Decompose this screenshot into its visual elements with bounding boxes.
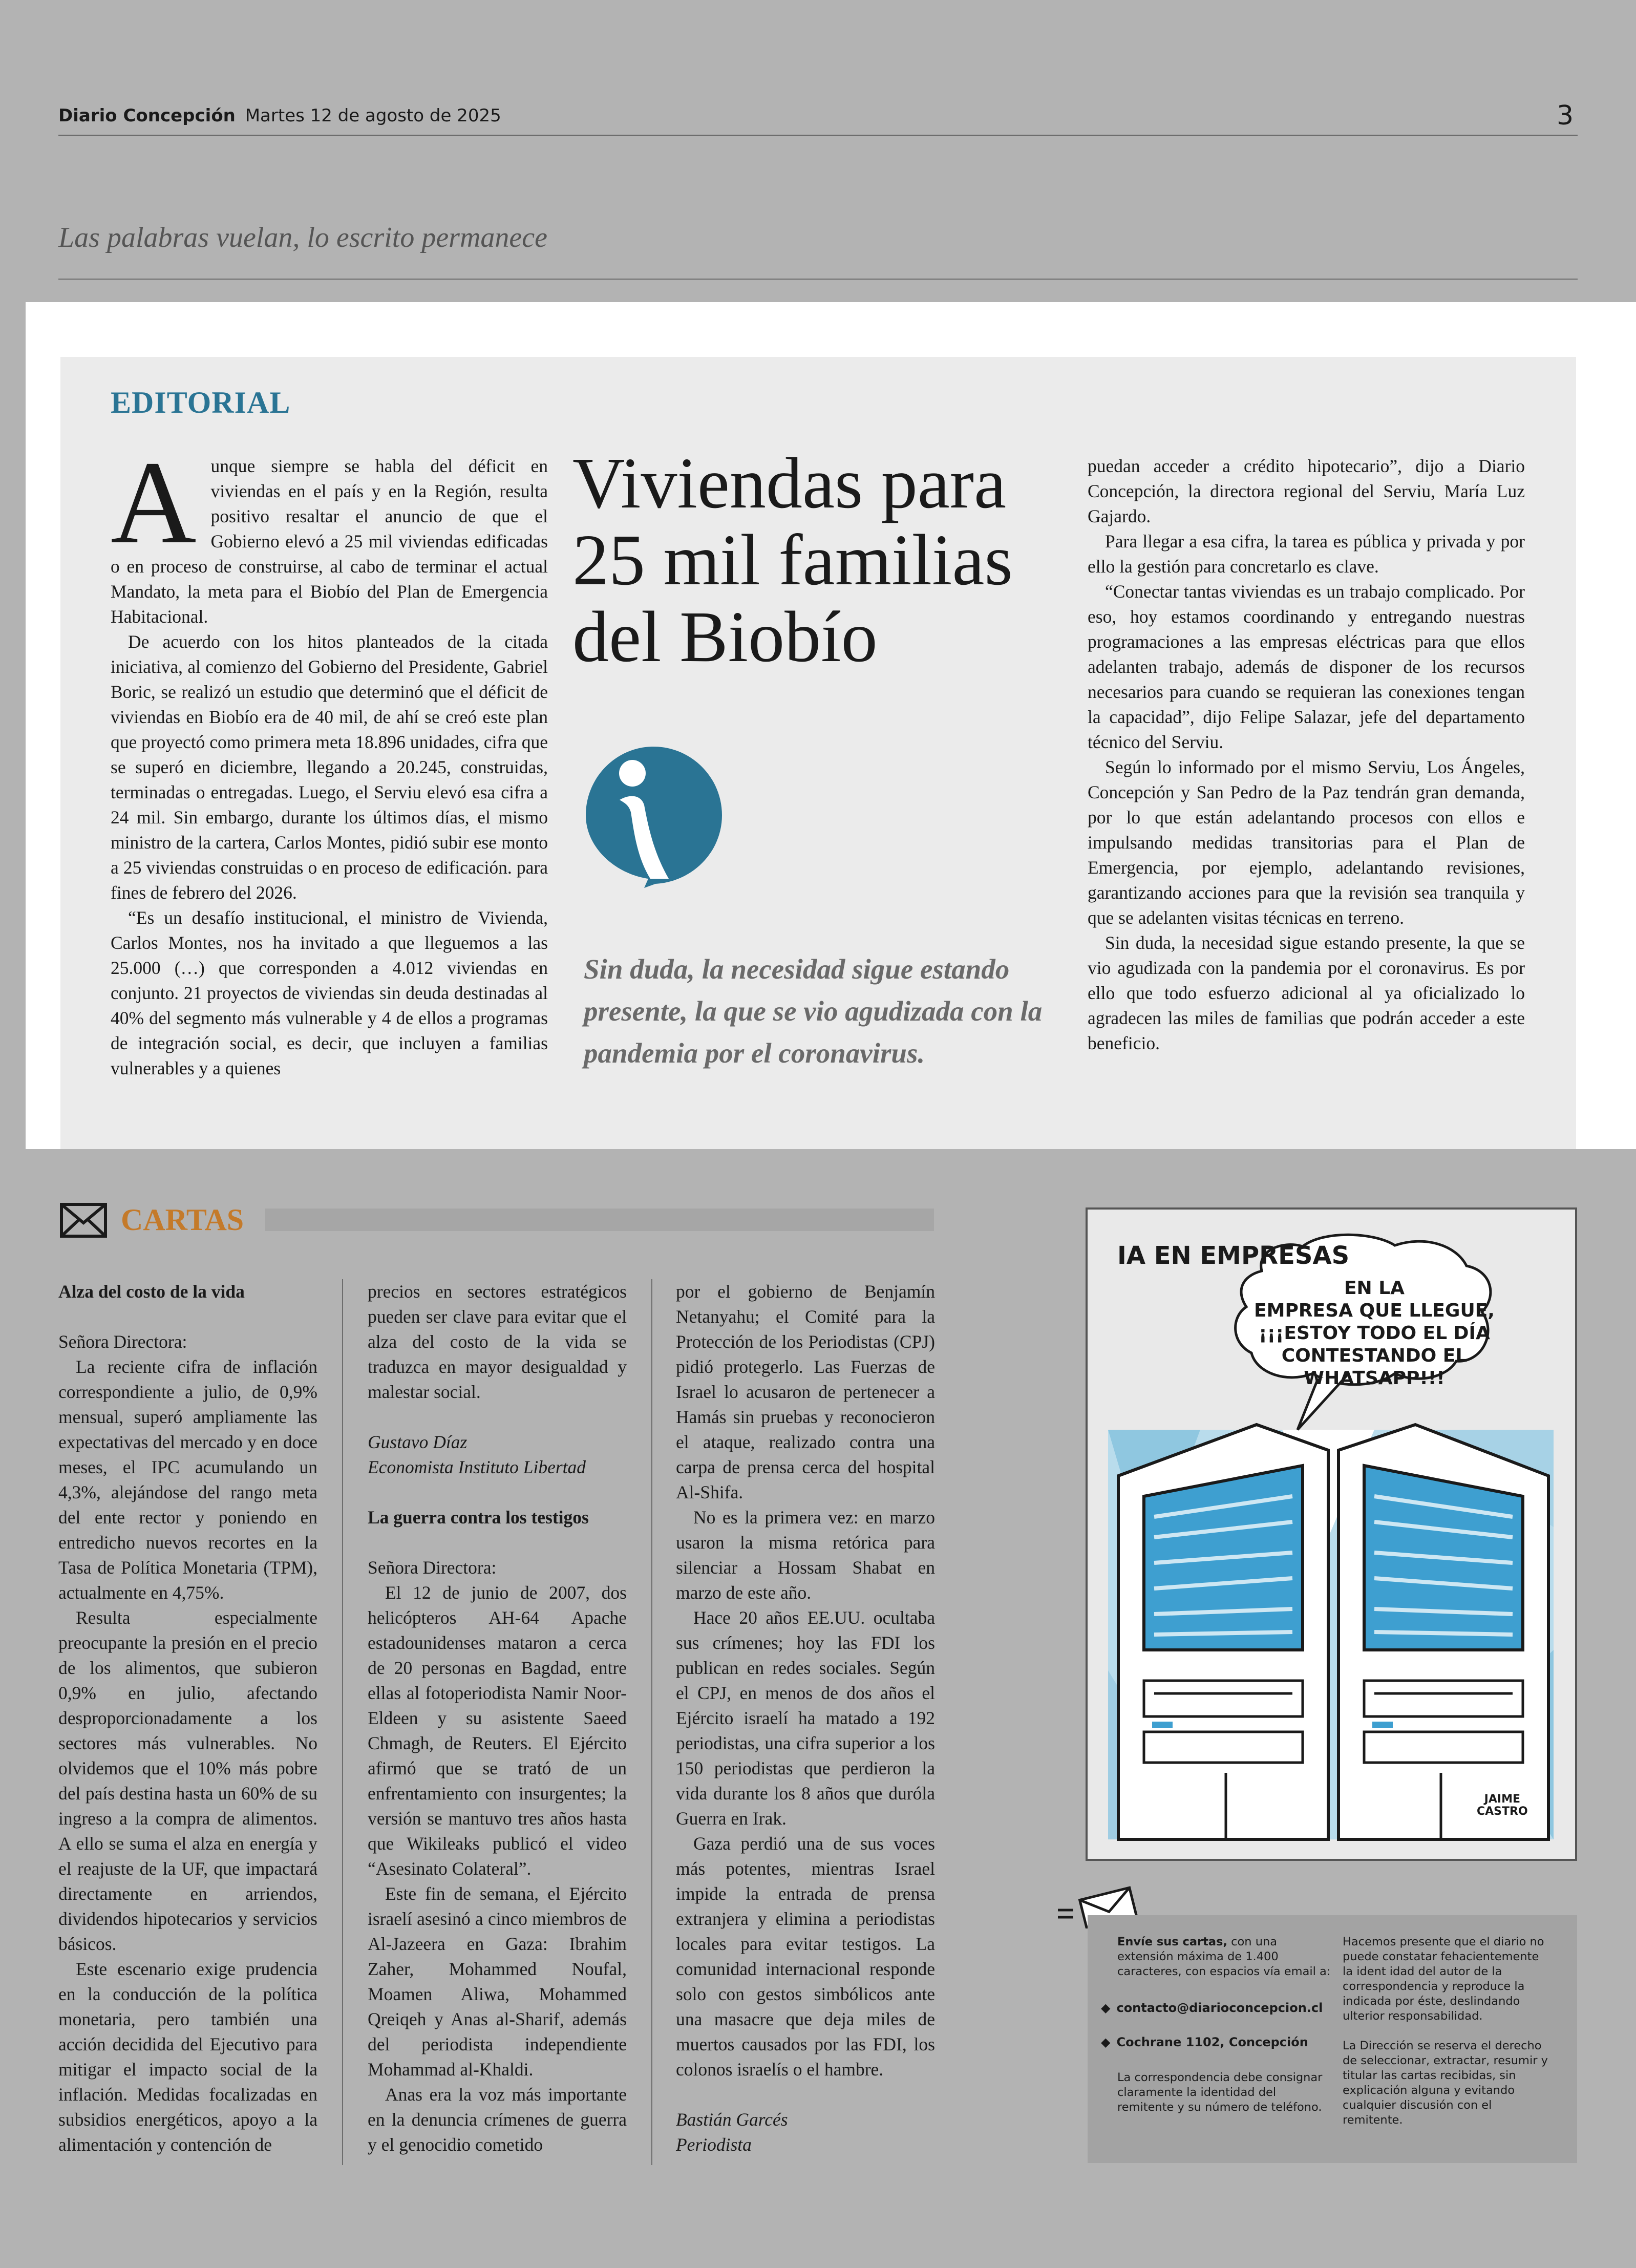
letter-author-title: Economista Instituto Libertad: [368, 1457, 586, 1477]
disclaimer-2: La Dirección se reserva el derecho de seleccionar, extractar, resumir y titular las cartas recibidas, sin explicación alguna y evitando cualquier discusión con el remitente.: [1343, 2039, 1548, 2127]
letter-paragraph: Resulta especialmente preocupante la presión en el precio de los alimentos, que subieron 0,9% en julio, afectando desproporcionadamente a los sectores más vulnerables. No olvidemos que el 10% más pobre del país destina hasta un 60% de su ingreso a la compra de alimentos. A ello se suma el alza en energía y el reajuste de la UF, que impactará directamente en arriendos, dividendos hipotecarios y servicios básicos.: [58, 1607, 317, 1954]
pull-quote: Sin duda, la necesidad sigue estando presente, la que se vio agudizada con la pandemia por el coronavirus.: [584, 953, 1043, 1069]
headline-line: del Biobío: [572, 596, 878, 677]
speech-line: EN LA: [1344, 1278, 1405, 1299]
letter-paragraph: Gaza perdió una de sus voces más potentes, mientras Israel impide la entrada de prensa extranjera y elimina a periodistas locales para evitar testigos. La comunidad internacional responde solo con gestos simbólicos ante una masacre que deja miles de muertos causados por las FDI, los colonos israelís o el hambre.: [676, 1833, 935, 2080]
letter-paragraph: Este fin de semana, el Ejército israelí asesinó a cinco miembros de Al-Jazeera en Gaza: Ibrahim Zaher, Mohammed Noufal, Moamen Aliwa, Mohammed Qreiqeh y Anas al-Sharif, además del periodista independiente Mohammad al-Khaldi.: [368, 1883, 627, 2080]
editorial-paragraph: puedan acceder a crédito hipotecario”, dijo a Diario Concepción, la directora regional del Serviu, María Luz Gajardo.: [1088, 456, 1525, 526]
contact-email-row: [1101, 2001, 1332, 2016]
paper-name: Diario Concepción: [58, 105, 236, 126]
cartoon-signature: [1477, 1793, 1528, 1818]
tagline: Las palabras vuelan, lo escrito permanece: [58, 222, 547, 253]
editorial-paragraph: “Conectar tantas viviendas es un trabajo complicado. Por eso, hoy estamos coordinando y entregando nuestras programaciones a las empresas eléctricas para que ellos adelanten trabajo, además de disponer de los recursos necesarios para cuando se requieran las conexiones tengan la capacidad”, dijo Felipe Salazar, jefe del departamento técnico del Serviu.: [1088, 581, 1525, 752]
editorial-paragraph: “Es un desafío institucional, el ministro de Vivienda, Carlos Montes, nos ha invitado a que lleguemos a las 25.000 (…) que corresponden a 4.012 viviendas en conjunto. 21 proyectos de viviendas sin deuda destinadas al 40% del segmento más vulnerable y 4 de ellos a programas de integración social, es decir, que incluyen a familias vulnerables y a quienes: [111, 907, 548, 1078]
column-divider: [651, 1279, 652, 2165]
tagline-rule: [58, 279, 1578, 280]
page-header: [58, 105, 501, 126]
letter-salutation: Señora Directora:: [58, 1331, 187, 1352]
speech-line: WHATSAPP!!!: [1304, 1368, 1445, 1389]
editorial-column-1: [111, 437, 548, 1081]
letter-title: Alza del costo de la vida: [58, 1281, 245, 1302]
editorial-headline: [572, 444, 1064, 675]
letter-salutation: Señora Directora:: [368, 1557, 497, 1578]
page-number: 3: [1557, 100, 1574, 131]
letter-author-title: Periodista: [676, 2134, 752, 2155]
cartoon-frame: [1086, 1207, 1577, 1861]
letter-paragraph: No es la primera vez: en marzo usaron la misma retórica para silenciar a Hossam Shabat en marzo de este año.: [676, 1507, 935, 1603]
headline-line: 25 mil familias: [572, 519, 1013, 600]
signature-line: JAIME: [1484, 1793, 1520, 1806]
cartas-label: CARTAS: [121, 1203, 244, 1237]
cartoon-title: IA EN EMPRESAS: [1117, 1241, 1350, 1270]
editorial-paragraph: Para llegar a esa cifra, la tarea es pública y privada y por ello la gestión para concretarlo es clave.: [1088, 531, 1525, 577]
issue-date: Martes 12 de agosto de 2025: [245, 105, 501, 126]
letters-column-2: [368, 1279, 627, 2157]
headline-line: Viviendas para: [572, 442, 1007, 523]
editorial-paragraph: Sin duda, la necesidad sigue estando presente, la que se vio agudizada con la pandemia por el coronavirus. Es por ello que todo esfuerzo adicional al ya oficializado lo agradecen las miles de familias que podrán acceder a este beneficio.: [1088, 932, 1525, 1053]
letter-title: La guerra contra los testigos: [368, 1507, 589, 1528]
diamond-icon: ◆: [1101, 2001, 1111, 2015]
letter-paragraph: Este escenario exige prudencia en la conducción de la política monetaria, pero también una acción decidida del Ejecutivo para mitigar el impacto social de la inflación. Medidas focalizadas en subsidios energéticos, apoyo a la alimentación y contención de: [58, 1959, 317, 2155]
column-divider: [342, 1279, 343, 2165]
letter-paragraph: precios en sectores estratégicos pueden ser clave para evitar que el alza del costo de la vida se traduzca en mayor desigualdad y malestar social.: [368, 1281, 627, 1402]
letter-paragraph: por el gobierno de Benjamín Netanyahu; el Comité para la Protección de los Periodistas (CPJ) pidió protegerlo. Las Fuerzas de Israel lo acusaron de pertenecer a Hamás sin pruebas y reconocieron el ataque, realizado contra una carpa de prensa cerca del hospital Al-Shifa.: [676, 1281, 935, 1502]
cartoon-speech: [1231, 1277, 1518, 1390]
contact-email[interactable]: contacto@diarioconcepcion.cl: [1116, 2001, 1323, 2015]
editorial-paragraph: unque siempre se habla del déficit en viviendas en el país y en la Región, resulta positivo resaltar el anuncio de que el Gobierno elevó a 25 mil viviendas edificadas o en proceso de construirse, al cabo de terminar el actual Mandato, la meta para el Biobío del Plan de Emergencia Habitacional.: [111, 456, 548, 627]
editorial-paragraph: Según lo informado por el mismo Serviu, Los Ángeles, Concepción y San Pedro de la Paz tendrán gran demanda, por lo que están adelantando procesos con ellos e impulsando medidas transitorias para el Plan de Emergencia, por ejemplo, adelantando revisiones, garantizando acciones para que la revisión sea tranquila y que se adelanten visitas técnicas en terreno.: [1088, 757, 1525, 928]
envelope-icon: [59, 1202, 108, 1238]
letter-paragraph: Hace 20 años EE.UU. ocultaba sus crímenes; hoy las FDI los publican en redes sociales. Según el CPJ, en menos de dos años el Ejército israelí ha matado a 192 periodistas, una cifra superior a los 150 periodistas que perdieron la vida durante los 8 años que duróla Guerra en Irak.: [676, 1607, 935, 1829]
contact-instructions: [1101, 1935, 1332, 2115]
contact-address-row: [1101, 2035, 1332, 2050]
letter-paragraph: Anas era la voz más importante en la denuncia crímenes de guerra y el genocidio cometido: [368, 2084, 627, 2155]
editorial-label: EDITORIAL: [111, 386, 291, 419]
contact-intro-bold: Envíe sus cartas,: [1117, 1935, 1227, 1948]
info-icon: [584, 745, 723, 889]
header-rule: [58, 135, 1578, 136]
letters-column-1: [58, 1279, 317, 2157]
contact-note-left: La correspondencia debe consignar claramente la identidad del remitente y su número de teléfono.: [1117, 2071, 1323, 2114]
cartas-bar: [265, 1209, 934, 1231]
letters-column-3: [676, 1279, 935, 2157]
signature-line: CASTRO: [1477, 1805, 1528, 1818]
letter-author: Gustavo Díaz: [368, 1432, 468, 1452]
contact-intro-rest: con una extensión máxima de 1.400 caracteres, con espacios vía email a:: [1117, 1935, 1331, 1978]
editorial-paragraph: De acuerdo con los hitos planteados de la citada iniciativa, al comienzo del Gobierno del Presidente, Gabriel Boric, se realizó un estudio que determinó que el déficit de viviendas en Biobío era de 40 mil, de ahí se creó este plan que proyectó como primera meta 18.896 unidades, cifra que se superó en diciembre, llegando a 20.245, construidas, terminadas o entregadas. Luego, el Serviu elevó esa cifra a 24 mil. Sin embargo, durante los últimos días, el mismo ministro de la cartera, Carlos Montes, pidió subir ese monto a 25 viviendas construidas o en proceso de edificación. para fines de febrero del 2026.: [111, 631, 548, 903]
speech-line: EMPRESA QUE LLEGUE,: [1254, 1300, 1495, 1321]
contact-intro: [1117, 1935, 1332, 1979]
speech-line: ¡¡¡ESTOY TODO EL DÍA: [1259, 1323, 1490, 1344]
letter-author: Bastián Garcés: [676, 2109, 788, 2130]
diamond-icon: ◆: [1101, 2035, 1111, 2049]
letter-paragraph: El 12 de junio de 2007, dos helicópteros AH-64 Apache estadounidenses mataron a cerca de 20 personas en Bagdad, entre ellas al fotoperiodista Namir Noor-Eldeen y su asistente Saeed Chmagh, de Reuters. El Ejército afirmó que se trató de un enfrentamiento con insurgentes; la versión se mantuvo tres años hasta que Wikileaks publicó el video “Asesinato Colateral”.: [368, 1582, 627, 1879]
letter-paragraph: La reciente cifra de inflación correspondiente a julio, de 0,9% mensual, superó ampliamente las expectativas del mercado y en doce meses, el IPC acumulando un 4,3%, alejándose del rango meta del ente rector y poniendo en entredicho nuevos recortes en la Tasa de Política Monetaria (TPM), actualmente en 4,75%.: [58, 1356, 317, 1603]
speech-line: CONTESTANDO EL: [1281, 1345, 1468, 1366]
drop-cap: A: [111, 437, 197, 568]
contact-address: Cochrane 1102, Concepción: [1116, 2035, 1308, 2049]
disclaimer-1: Hacemos presente que el diario no puede constatar fehacientemente la ident idad del autor de la correspondencia y reproduce la indicada por éste, deslindando ulterior responsabilidad.: [1343, 1935, 1544, 2023]
contact-disclaimer: [1343, 1935, 1553, 2128]
editorial-column-3: [1088, 454, 1525, 1056]
